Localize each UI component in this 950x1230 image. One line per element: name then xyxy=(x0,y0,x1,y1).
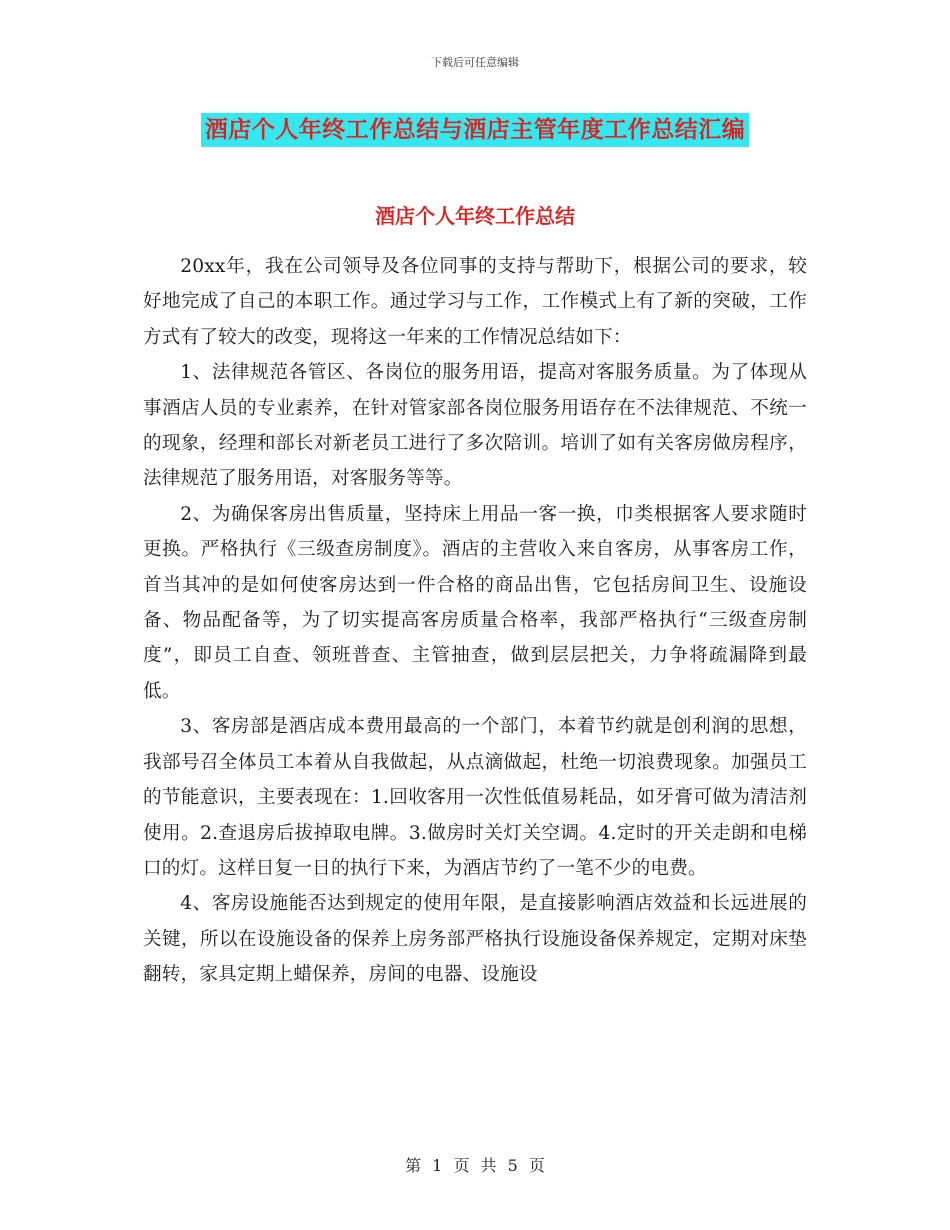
paragraph-intro: 20xx年，我在公司领导及各位同事的支持与帮助下，根据公司的要求，较好地完成了自己的本职工作。通过学习与工作，工作模式上有了新的突破，工作方式有了较大的改变，现将这一年来的工作情况总结如下： xyxy=(143,256,807,348)
paragraph-item-1: 1、法律规范各管区、各岗位的服务用语，提高对客服务质量。为了体现从事酒店人员的专业素养，在针对管家部各岗位服务用语存在不法律规范、不统一的现象，经理和部长对新老员工进行了多次陪训。培训了如有关客房做房程序，法律规范了服务用语，对客服务等等。 xyxy=(143,362,807,490)
page-footer: 第 1 页 共 5 页 xyxy=(405,1156,545,1175)
paragraph-item-4: 4、客房设施能否达到规定的使用年限，是直接影响酒店效益和长远进展的关键，所以在设施设备的保养上房务部严格执行设施设备保养规定，定期对床垫翻转，家具定期上蜡保养，房间的电器、设施设 xyxy=(143,893,807,986)
section-title: 酒店个人年终工作总结 xyxy=(375,204,575,228)
document-body xyxy=(143,249,807,993)
paragraph-item-2: 2、为确保客房出售质量，坚持床上用品一客一换，巾类根据客人要求随时更换。严格执行《三级查房制度》。酒店的主营收入来自客房，从事客房工作，首当其冲的是如何使客房达到一件合格的商品出售，它包括房间卫生、设施设备、物品配备等，为了切实提高客房质量合格率，我部严格执行“三级查房制度”，即员工自查、领班普查、主管抽查，做到层层把关，力争将疏漏降到最低。 xyxy=(143,503,807,702)
main-title: 酒店个人年终工作总结与酒店主管年度工作总结汇编 xyxy=(201,113,750,147)
main-title-container xyxy=(0,113,950,147)
header-note: 下载后可任意编辑 xyxy=(431,56,519,69)
paragraph-item-3: 3、客房部是酒店成本费用最高的一个部门，本着节约就是创利润的思想，我部号召全体员工本着从自我做起，从点滴做起，杜绝一切浪费现象。加强员工的节能意识，主要表现在：1.回收客用一次性低值易耗品，如牙膏可做为清洁剂使用。2.查退房后拔掉取电牌。3.做房时关灯关空调。4.定时的开关走朗和电梯口的灯。这样日复一日的执行下来，为酒店节约了一笔不少的电费。 xyxy=(143,716,807,879)
